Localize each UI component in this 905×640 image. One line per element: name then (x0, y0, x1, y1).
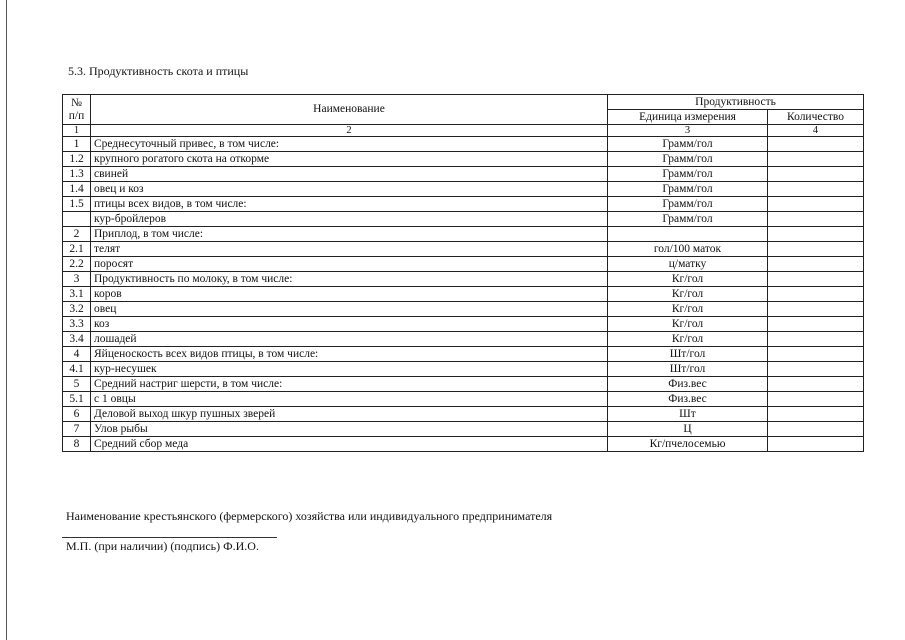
table-row (63, 437, 864, 452)
row-number-cell: 1.5 (63, 197, 91, 212)
row-unit-cell: Шт/гол (608, 362, 768, 377)
row-number-cell (63, 212, 91, 227)
header-name: Наименование (91, 95, 608, 125)
row-quantity-cell (768, 197, 864, 212)
row-unit-cell: ц/матку (608, 257, 768, 272)
row-name-cell: птицы всех видов, в том числе: (91, 197, 608, 212)
row-number-cell: 3.4 (63, 332, 91, 347)
header-num-line1: № (71, 96, 82, 109)
row-number-cell: 1 (63, 137, 91, 152)
row-number-cell: 3.2 (63, 302, 91, 317)
row-unit-cell: гол/100 маток (608, 242, 768, 257)
row-number-cell: 7 (63, 422, 91, 437)
row-name-cell: Деловой выход шкур пушных зверей (91, 407, 608, 422)
table-row (63, 242, 864, 257)
table-body (63, 137, 864, 452)
row-name-cell: Приплод, в том числе: (91, 227, 608, 242)
row-name-cell: Средний сбор меда (91, 437, 608, 452)
table-row (63, 167, 864, 182)
row-number-cell: 1.2 (63, 152, 91, 167)
row-unit-cell: Грамм/гол (608, 212, 768, 227)
column-number: 1 (63, 125, 91, 137)
row-quantity-cell (768, 227, 864, 242)
row-name-cell: овец (91, 302, 608, 317)
table-row (63, 257, 864, 272)
row-number-cell: 3 (63, 272, 91, 287)
header-row-1 (63, 95, 864, 110)
row-unit-cell: Кг/пчелосемью (608, 437, 768, 452)
row-unit-cell: Кг/гол (608, 302, 768, 317)
row-unit-cell (608, 227, 768, 242)
table-row (63, 287, 864, 302)
row-quantity-cell (768, 317, 864, 332)
row-number-cell: 4.1 (63, 362, 91, 377)
row-number-cell: 2.1 (63, 242, 91, 257)
table-row (63, 317, 864, 332)
column-number: 4 (768, 125, 864, 137)
row-name-cell: телят (91, 242, 608, 257)
row-number-cell: 8 (63, 437, 91, 452)
header-productivity: Продуктивность (608, 95, 864, 110)
signature-label: М.П. (при наличии) (подпись) Ф.И.О. (66, 539, 259, 553)
section-title: 5.3. Продуктивность скота и птицы (68, 64, 249, 78)
row-name-cell: лошадей (91, 332, 608, 347)
row-name-cell: Яйценоскость всех видов птицы, в том числе: (91, 347, 608, 362)
row-number-cell: 1.4 (63, 182, 91, 197)
row-number-cell: 3.1 (63, 287, 91, 302)
row-name-cell: овец и коз (91, 182, 608, 197)
row-unit-cell: Физ.вес (608, 377, 768, 392)
row-unit-cell: Грамм/гол (608, 197, 768, 212)
row-unit-cell: Грамм/гол (608, 137, 768, 152)
table-row (63, 347, 864, 362)
row-quantity-cell (768, 212, 864, 227)
row-unit-cell: Кг/гол (608, 272, 768, 287)
row-quantity-cell (768, 362, 864, 377)
row-number-cell: 2 (63, 227, 91, 242)
table-row (63, 392, 864, 407)
row-unit-cell: Кг/гол (608, 317, 768, 332)
row-name-cell: с 1 овцы (91, 392, 608, 407)
row-quantity-cell (768, 377, 864, 392)
row-name-cell: крупного рогатого скота на откорме (91, 152, 608, 167)
row-unit-cell: Грамм/гол (608, 167, 768, 182)
row-unit-cell: Кг/гол (608, 332, 768, 347)
header-unit: Единица измерения (608, 110, 768, 125)
page-edge-line (6, 0, 7, 640)
row-number-cell: 4 (63, 347, 91, 362)
row-unit-cell: Шт/гол (608, 347, 768, 362)
productivity-table (62, 94, 864, 452)
row-number-cell: 5.1 (63, 392, 91, 407)
column-number: 2 (91, 125, 608, 137)
row-name-cell: Улов рыбы (91, 422, 608, 437)
row-quantity-cell (768, 167, 864, 182)
row-name-cell: коров (91, 287, 608, 302)
row-name-cell: поросят (91, 257, 608, 272)
row-unit-cell: Грамм/гол (608, 182, 768, 197)
row-unit-cell: Кг/гол (608, 287, 768, 302)
table-row (63, 422, 864, 437)
org-name-label: Наименование крестьянского (фермерского) хозяйства или индивидуального предпринимателя (66, 509, 553, 523)
header-num (63, 95, 91, 125)
table-row (63, 227, 864, 242)
table-row (63, 182, 864, 197)
row-number-cell: 3.3 (63, 317, 91, 332)
row-quantity-cell (768, 437, 864, 452)
table-row (63, 407, 864, 422)
row-quantity-cell (768, 257, 864, 272)
row-unit-cell: Физ.вес (608, 392, 768, 407)
row-unit-cell: Ц (608, 422, 768, 437)
row-quantity-cell (768, 302, 864, 317)
row-quantity-cell (768, 422, 864, 437)
table-row (63, 137, 864, 152)
row-quantity-cell (768, 272, 864, 287)
row-quantity-cell (768, 182, 864, 197)
table-row (63, 152, 864, 167)
row-quantity-cell (768, 407, 864, 422)
table-row (63, 377, 864, 392)
row-quantity-cell (768, 137, 864, 152)
row-quantity-cell (768, 392, 864, 407)
row-name-cell: Средний настриг шерсти, в том числе: (91, 377, 608, 392)
table-row (63, 332, 864, 347)
header-quantity: Количество (768, 110, 864, 125)
row-quantity-cell (768, 287, 864, 302)
column-numbers-row (63, 125, 864, 137)
row-number-cell: 5 (63, 377, 91, 392)
row-quantity-cell (768, 332, 864, 347)
table-row (63, 212, 864, 227)
row-unit-cell: Шт (608, 407, 768, 422)
row-name-cell: Продуктивность по молоку, в том числе: (91, 272, 608, 287)
row-unit-cell: Грамм/гол (608, 152, 768, 167)
row-quantity-cell (768, 242, 864, 257)
row-number-cell: 2.2 (63, 257, 91, 272)
column-number: 3 (608, 125, 768, 137)
table-row (63, 362, 864, 377)
table-row (63, 302, 864, 317)
row-name-cell: Среднесуточный привес, в том числе: (91, 137, 608, 152)
table-row (63, 272, 864, 287)
row-name-cell: кур-бройлеров (91, 212, 608, 227)
row-number-cell: 6 (63, 407, 91, 422)
row-quantity-cell (768, 152, 864, 167)
row-name-cell: коз (91, 317, 608, 332)
signature-rule (62, 537, 277, 538)
table-row (63, 197, 864, 212)
row-name-cell: кур-несушек (91, 362, 608, 377)
row-quantity-cell (768, 347, 864, 362)
header-num-line2: п/п (68, 109, 85, 122)
row-number-cell: 1.3 (63, 167, 91, 182)
row-name-cell: свиней (91, 167, 608, 182)
